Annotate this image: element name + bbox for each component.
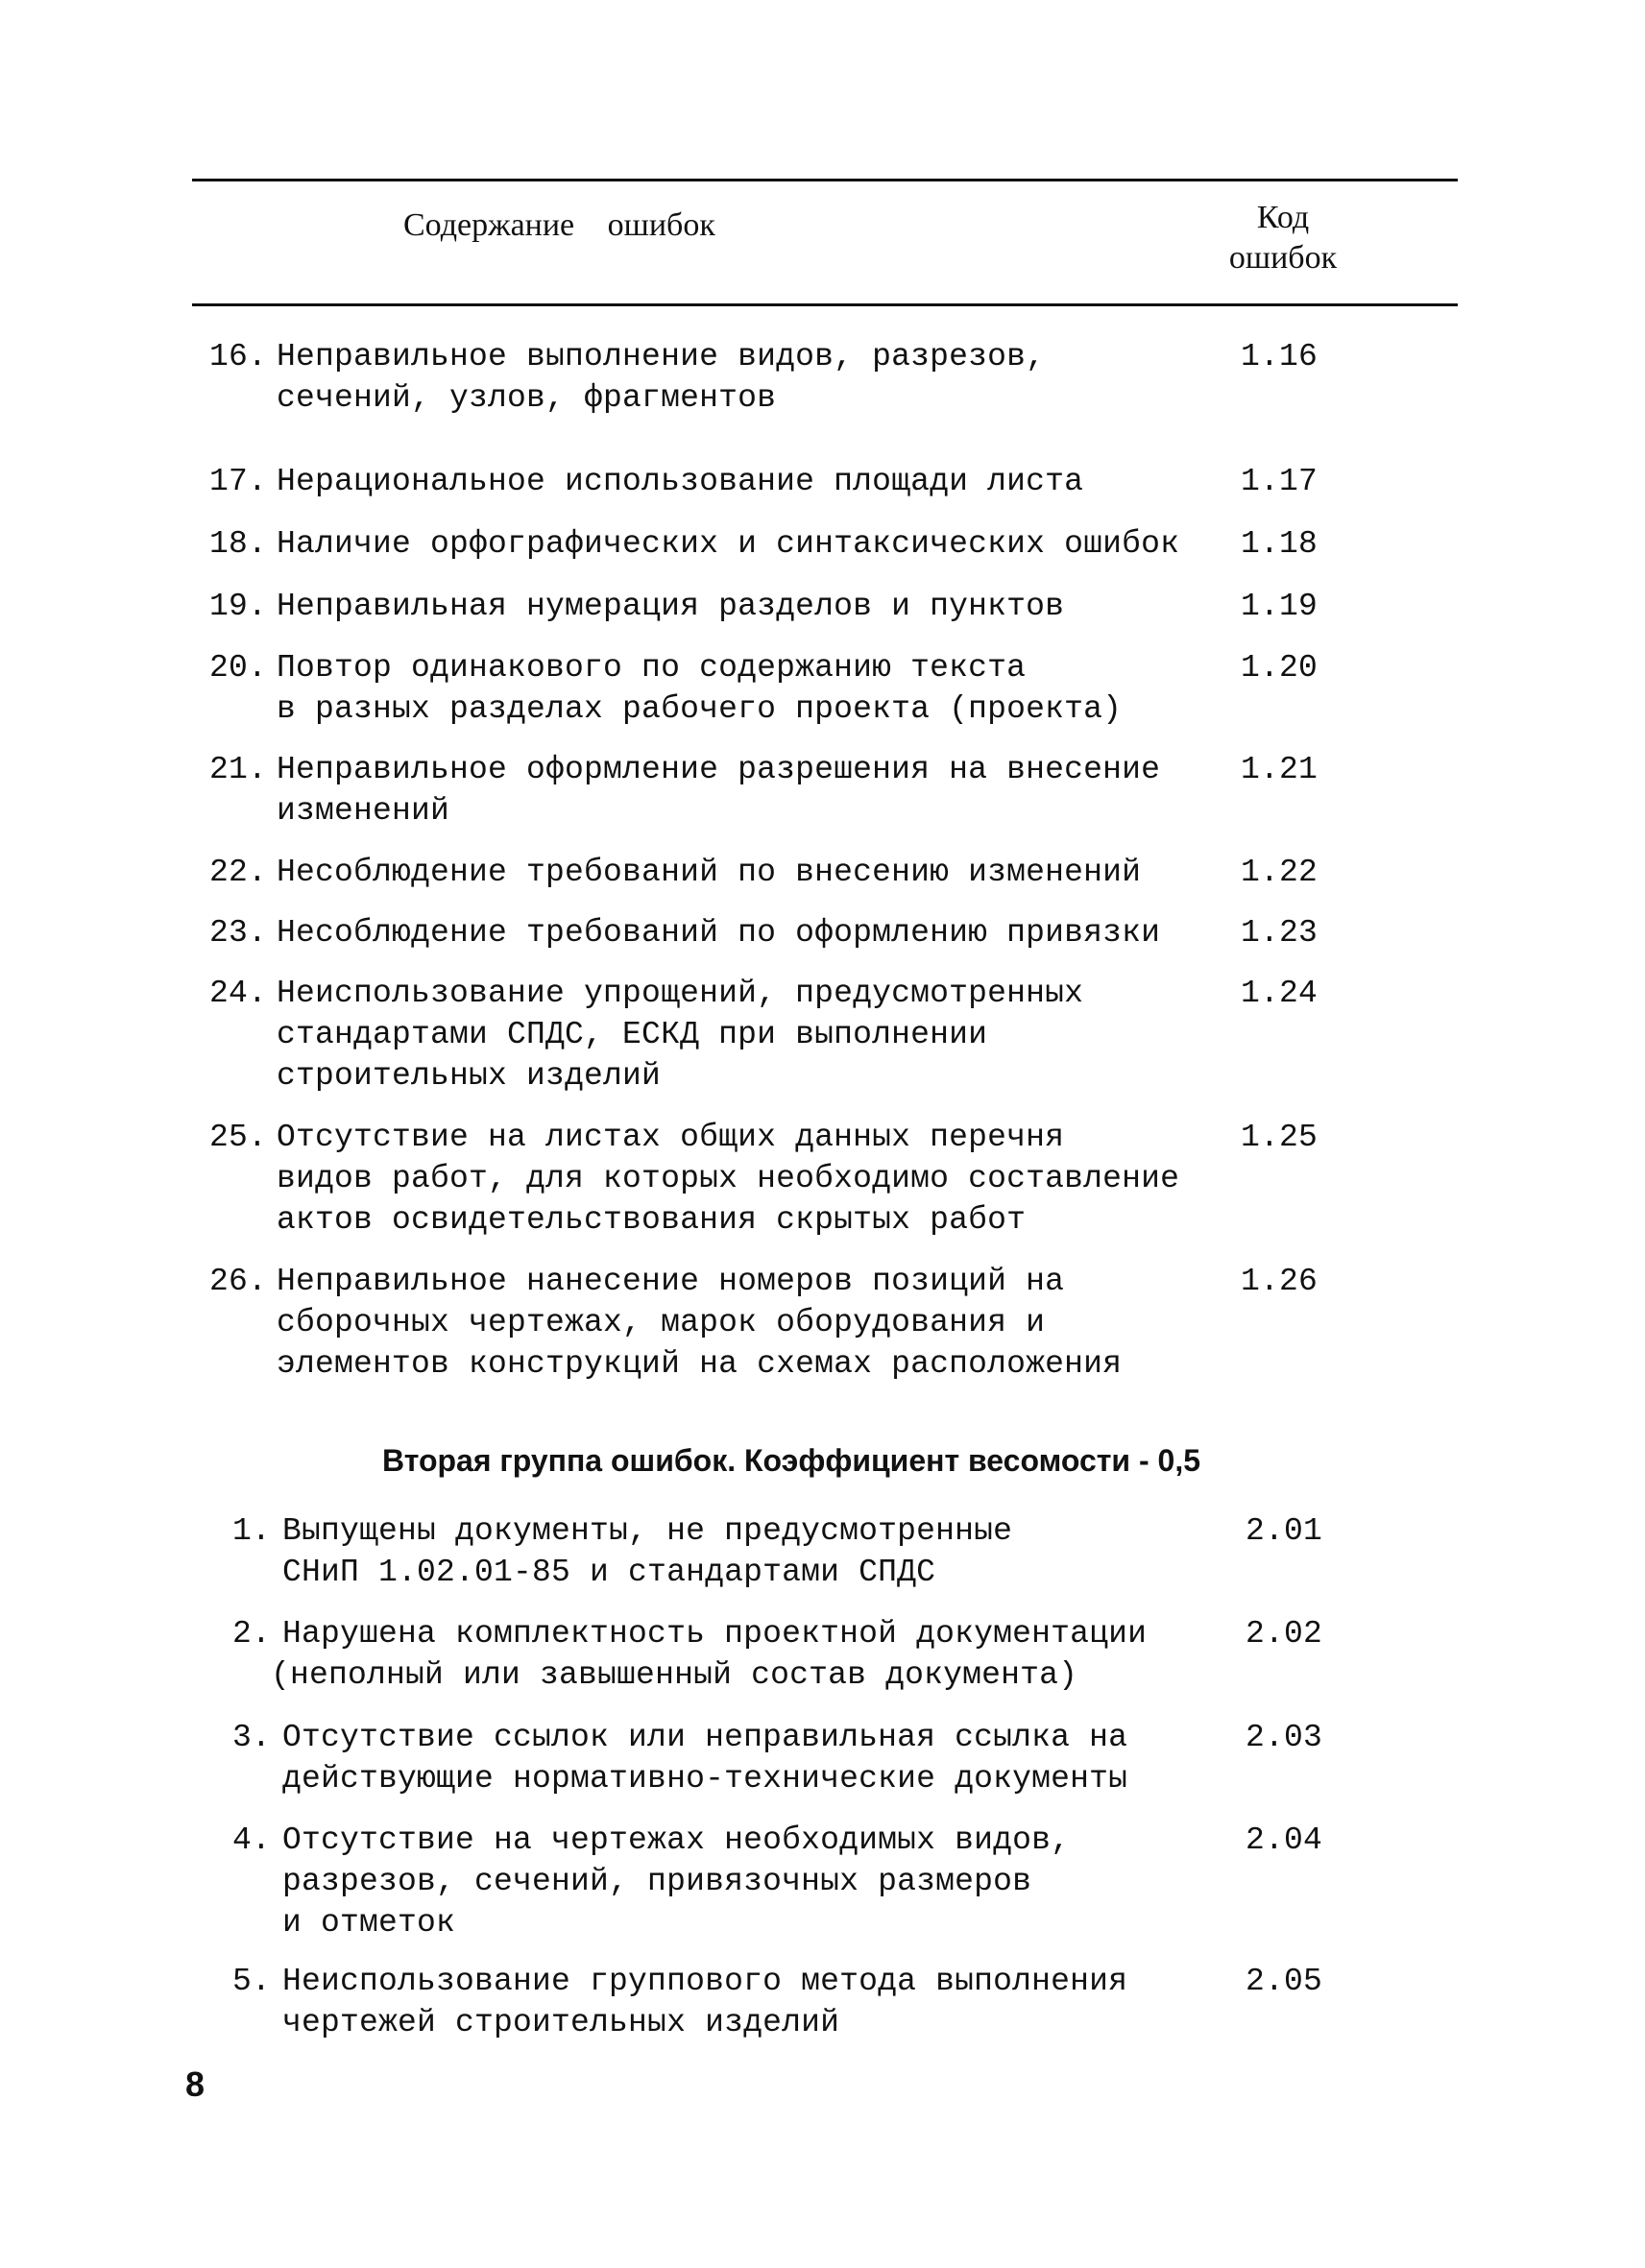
item-description <box>271 1613 1148 1696</box>
item-description <box>277 973 1083 1097</box>
item-description <box>277 852 1141 893</box>
item-description-line: Наличие орфографических и синтаксических ошибок <box>277 526 1180 562</box>
column-header-code-line2: ошибок <box>1228 240 1338 276</box>
column-header-code-line1: Код <box>1256 200 1310 235</box>
item-description <box>277 1261 1122 1385</box>
item-number: 4. <box>231 1822 271 1858</box>
item-description-line: Выпущены документы, не предусмотренные <box>282 1513 1013 1549</box>
item-number: 16. <box>208 339 267 374</box>
item-description <box>282 1961 1127 2043</box>
item-description-line: Несоблюдение требований по оформлению привязки <box>277 915 1161 951</box>
item-description-line: разрезов, сечений, привязочных размеров <box>282 1864 1032 1899</box>
item-number: 19. <box>208 589 267 624</box>
item-description <box>277 749 1160 832</box>
item-description-line: Неправильное оформление разрешения на внесение <box>277 752 1161 787</box>
group2-heading: Вторая группа ошибок. Коэффициент весомости - 0,5 <box>382 1443 1200 1478</box>
item-number: 3. <box>231 1720 271 1755</box>
item-number: 22. <box>208 855 267 890</box>
item-description-line: Неиспользование упрощений, предусмотренных <box>277 976 1084 1011</box>
item-description-line: Неправильная нумерация разделов и пунктов <box>277 589 1065 624</box>
column-header-code <box>1187 198 1379 278</box>
error-code: 1.23 <box>1241 915 1318 951</box>
error-code: 2.02 <box>1246 1616 1323 1652</box>
item-description-line: стандартами СПДС, ЕСКД при выполнении <box>277 1017 988 1052</box>
error-code: 1.21 <box>1241 752 1318 787</box>
item-description-line: Отсутствие на листах общих данных перечня <box>277 1120 1065 1155</box>
item-number: 26. <box>208 1264 267 1299</box>
error-code: 1.20 <box>1241 650 1318 686</box>
item-description-line: СНиП 1.02.01-85 и стандартами СПДС <box>282 1555 936 1590</box>
item-number: 25. <box>208 1120 267 1155</box>
item-description-line: и отметок <box>282 1905 456 1941</box>
error-code: 1.22 <box>1241 855 1318 890</box>
item-number: 5. <box>231 1964 271 1999</box>
item-description-line: видов работ, для которых необходимо составление <box>277 1161 1180 1196</box>
item-description-line: Повтор одинакового по содержанию текста <box>277 650 1027 686</box>
item-description-line: Отсутствие ссылок или неправильная ссылка на <box>282 1720 1128 1755</box>
error-code: 1.18 <box>1241 526 1318 562</box>
item-description-line: в разных разделах рабочего проекта (проекта) <box>277 691 1123 727</box>
item-description-line: действующие нормативно-технические документы <box>282 1761 1128 1797</box>
item-number: 20. <box>208 650 267 686</box>
item-description <box>277 647 1122 730</box>
item-description <box>277 912 1160 953</box>
table-top-rule <box>192 179 1458 181</box>
item-number: 21. <box>208 752 267 787</box>
error-code: 2.01 <box>1246 1513 1323 1549</box>
item-description-line: Отсутствие на чертежах необходимых видов, <box>282 1822 1071 1858</box>
error-code: 1.17 <box>1241 464 1318 499</box>
item-description-line: чертежей строительных изделий <box>282 2005 840 2040</box>
item-description-line: строительных изделий <box>277 1058 662 1094</box>
item-description-line: Неиспользование группового метода выполнения <box>282 1964 1128 1999</box>
table-header-rule <box>192 303 1458 306</box>
item-description-line: Несоблюдение требований по внесению изменений <box>277 855 1142 890</box>
item-description <box>277 461 1083 502</box>
item-description-line: изменений <box>277 793 450 829</box>
item-number: 1. <box>231 1513 271 1549</box>
item-description-line: Нерациональное использование площади листа <box>277 464 1084 499</box>
item-description-line: элементов конструкций на схемах расположения <box>277 1346 1123 1382</box>
error-code: 1.16 <box>1241 339 1318 374</box>
error-code: 2.05 <box>1246 1964 1323 1999</box>
error-code: 2.03 <box>1246 1720 1323 1755</box>
item-description <box>282 1510 1012 1593</box>
item-number: 18. <box>208 526 267 562</box>
error-code: 1.26 <box>1241 1264 1318 1299</box>
column-header-content: Содержание ошибок <box>403 207 715 243</box>
error-code: 1.19 <box>1241 589 1318 624</box>
item-description <box>277 336 1045 419</box>
item-description-line: Неправильное выполнение видов, разрезов, <box>277 339 1046 374</box>
item-description-line: сечений, узлов, фрагментов <box>277 380 777 416</box>
item-description-line: (неполный или завышенный состав документа) <box>271 1657 1078 1693</box>
page-number: 8 <box>185 2064 206 2104</box>
error-code: 1.25 <box>1241 1120 1318 1155</box>
item-description <box>282 1717 1127 1799</box>
item-description <box>277 1117 1179 1241</box>
item-description-line: Неправильное нанесение номеров позиций на <box>277 1264 1065 1299</box>
error-code: 2.04 <box>1246 1822 1323 1858</box>
item-number: 24. <box>208 976 267 1011</box>
item-number: 2. <box>231 1616 271 1652</box>
item-description-line: сборочных чертежах, марок оборудования и <box>277 1305 1046 1340</box>
item-description-line: Нарушена комплектность проектной документации <box>282 1616 1148 1652</box>
item-number: 23. <box>208 915 267 951</box>
item-description-line: актов освидетельствования скрытых работ <box>277 1202 1027 1238</box>
error-code: 1.24 <box>1241 976 1318 1011</box>
item-description <box>277 586 1064 627</box>
item-number: 17. <box>208 464 267 499</box>
item-description <box>277 523 1179 565</box>
item-description <box>282 1820 1070 1943</box>
